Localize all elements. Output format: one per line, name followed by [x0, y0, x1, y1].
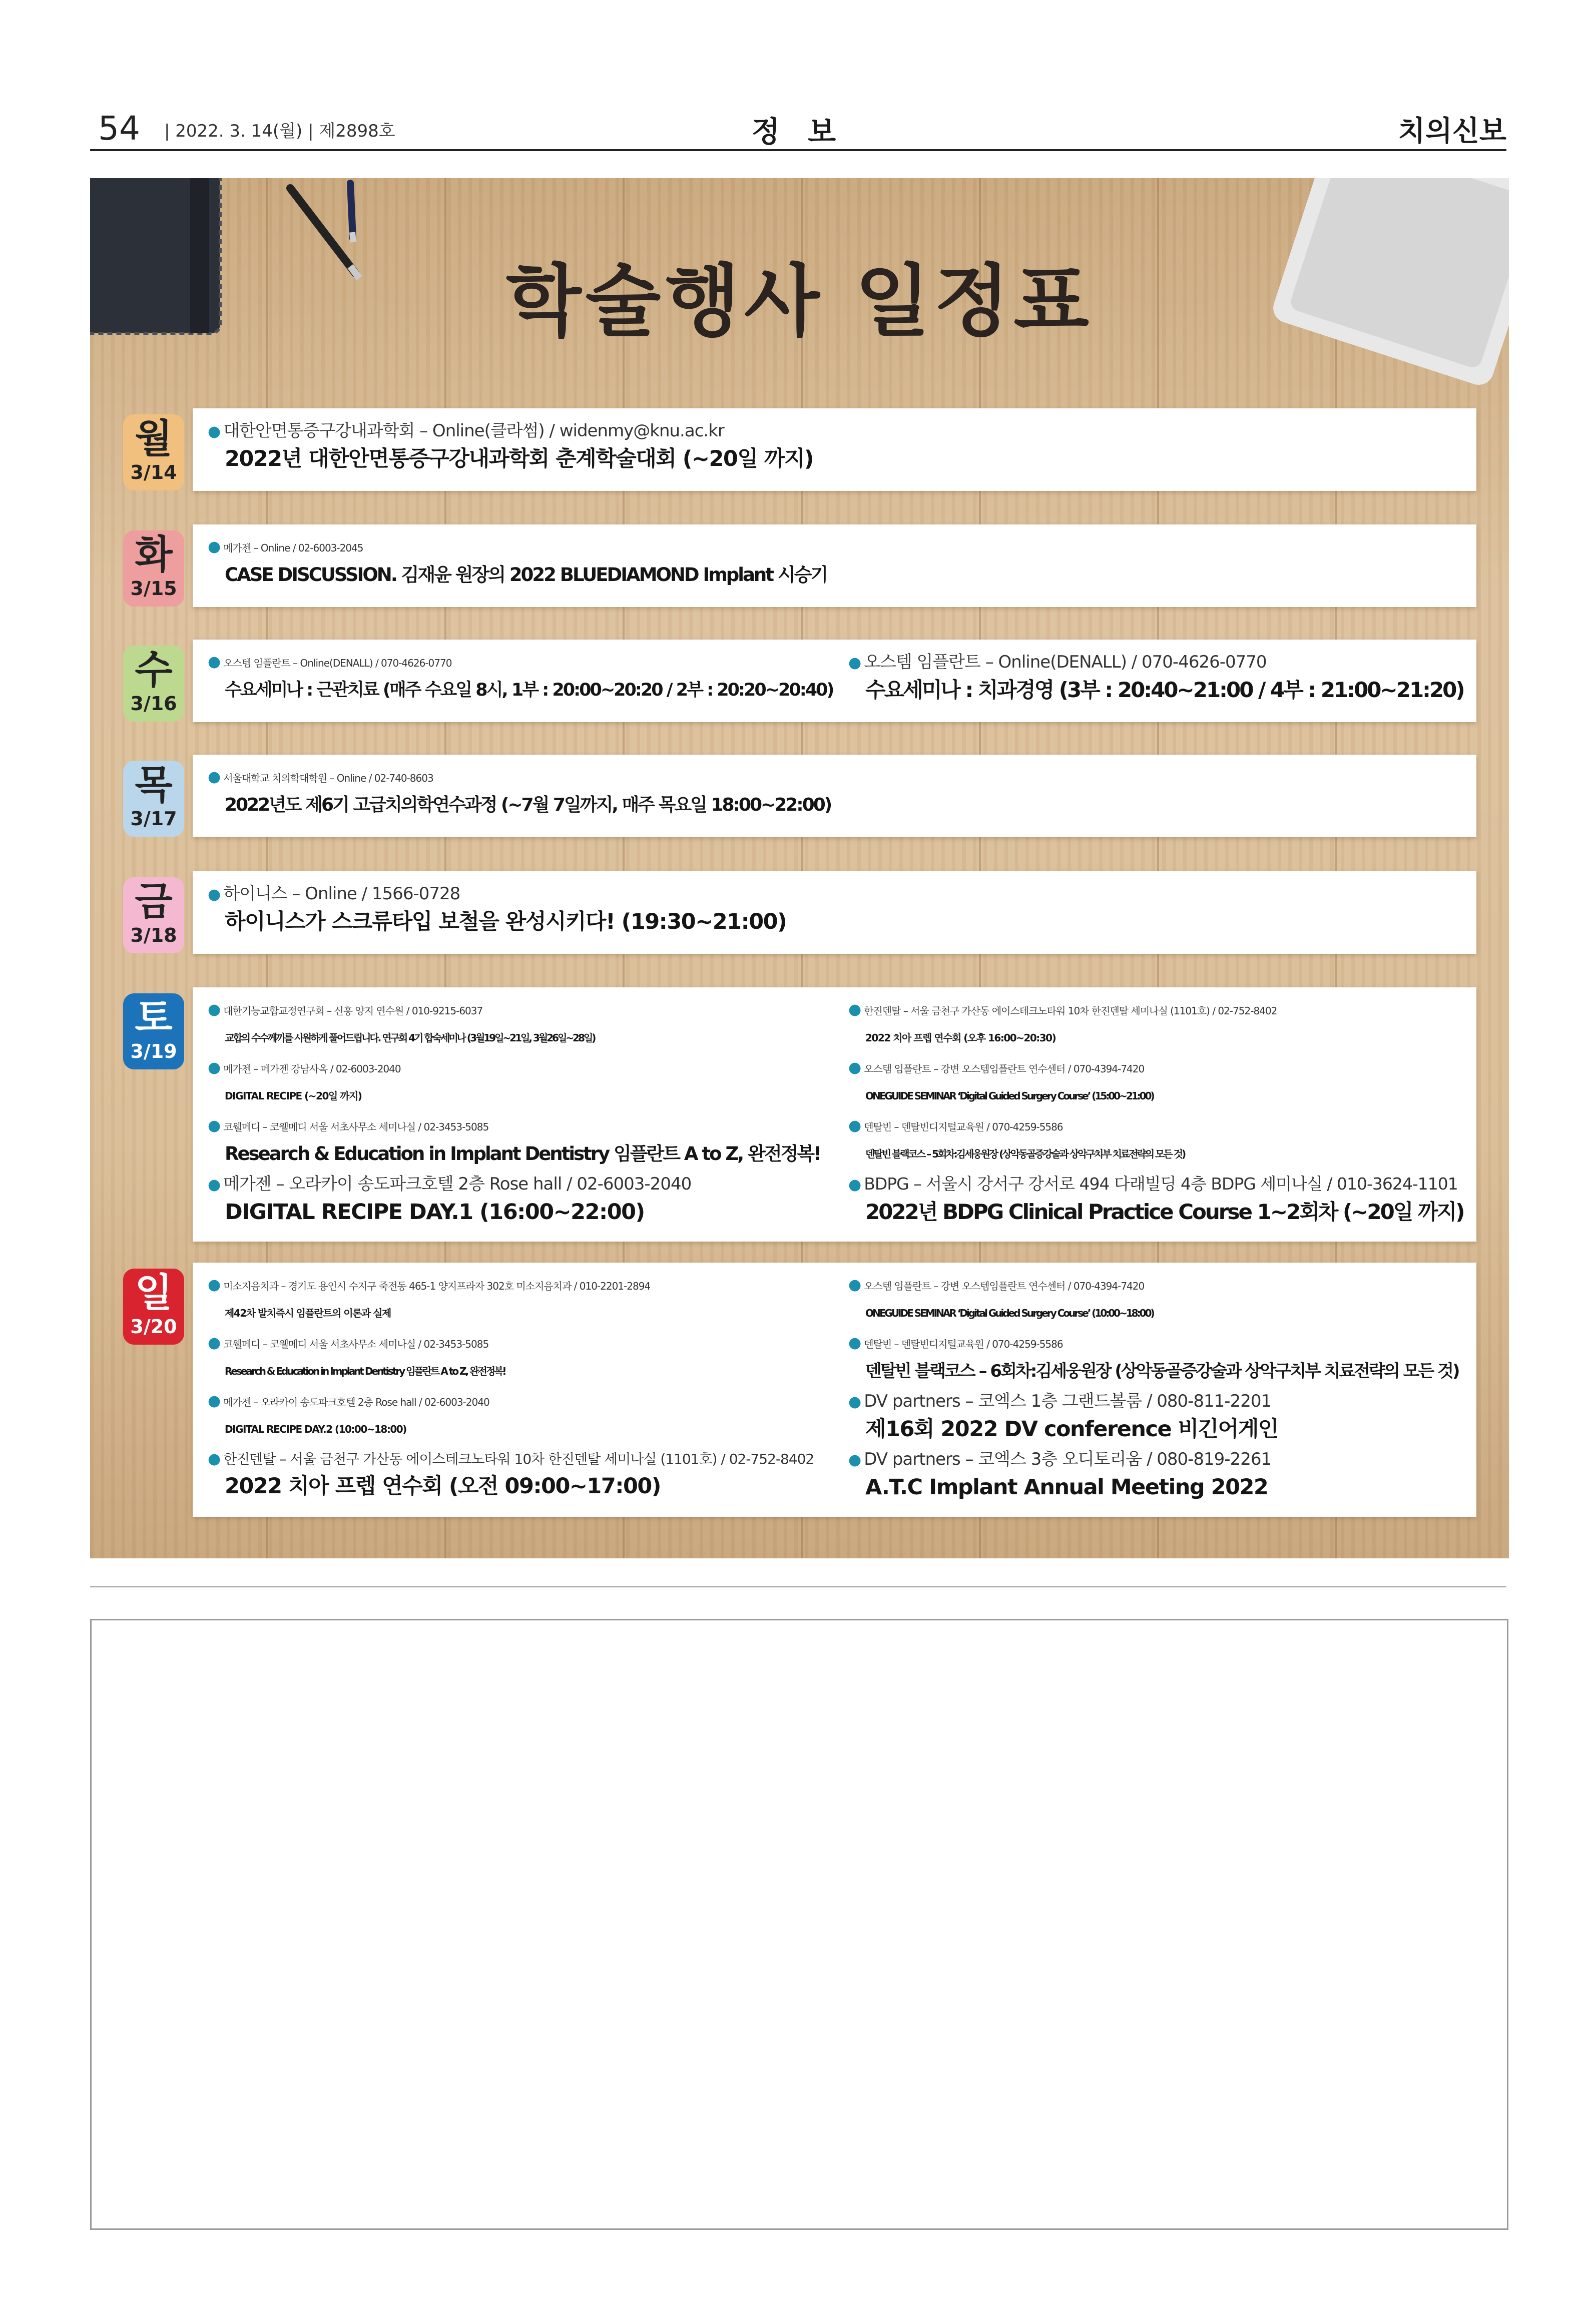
- event-title: 덴탈빈 블랙코스 – 5회차:김세웅원장 (상악동골증강술과 상악구치부 치료전략의 모든 것): [865, 1148, 1185, 1160]
- events-right-column: [848, 650, 1464, 708]
- event-item: [848, 1055, 1463, 1110]
- event-organizer: ● 대한안면통증구강내과학회 – Online(클라썸) / widenmy@knu.ac.kr: [208, 418, 813, 444]
- event-card: [193, 408, 1476, 491]
- day-row: [90, 524, 1509, 607]
- day-label: 월: [135, 416, 173, 461]
- events-right-column: [848, 997, 1463, 1230]
- event-organizer: ● 한진덴탈 – 서울 금천구 가산동 에이스테크노타워 10차 한진덴탈 세미나실 (1101호) / 02-752-8402: [208, 1447, 814, 1472]
- event-organizer: ● 메가젠 – 메가젠 강남사옥 / 02-6003-2040: [208, 1055, 820, 1081]
- event-title: A.T.C Implant Annual Meeting 2022: [865, 1475, 1268, 1500]
- event-item: [848, 1273, 1459, 1328]
- day-row: [90, 640, 1509, 722]
- desk-decoration: [90, 178, 1509, 558]
- schedule-title: 학술행사 일정표: [505, 256, 1094, 347]
- event-item: [848, 650, 1464, 705]
- event-item: [208, 1331, 814, 1386]
- day-label: 목: [135, 763, 173, 808]
- event-organizer: ● 덴탈빈 – 덴탈빈디지털교육원 / 070-4259-5586: [848, 1331, 1459, 1357]
- event-title: 2022년도 제6기 고급치의학연수과정 (~7월 7일까지, 매주 목요일 18:00~22:00): [225, 795, 831, 815]
- event-card: [193, 987, 1476, 1242]
- issue-info: | 2022. 3. 14(월) | 제2898호: [164, 121, 395, 141]
- divider: [90, 1586, 1506, 1587]
- date-label: 3/18: [130, 924, 177, 946]
- event-item: [208, 1273, 814, 1328]
- event-title: ONEGUIDE SEMINAR ‘Digital Guided Surgery Course’ (10:00~18:00): [865, 1307, 1154, 1319]
- date-label: 3/14: [130, 461, 177, 483]
- date-label: 3/16: [130, 693, 177, 715]
- day-badge: [123, 1269, 184, 1345]
- event-title: DIGITAL RECIPE DAY.1 (16:00~22:00): [225, 1200, 645, 1225]
- event-organizer: ● 한진덴탈 – 서울 금천구 가산동 에이스테크노타워 10차 한진덴탈 세미나실 (1101호) / 02-752-8402: [848, 997, 1463, 1023]
- event-card: [193, 1263, 1476, 1517]
- event-title: 2022 치아 프렙 연수회 (오후 16:00~20:30): [865, 1032, 1056, 1044]
- event-organizer: ● 오스템 임플란트 – Online(DENALL) / 070-4626-0770: [848, 650, 1464, 676]
- day-badge: [123, 646, 184, 722]
- page-header: [90, 106, 1506, 149]
- events-right-column: [848, 1273, 1459, 1505]
- event-item: [848, 1389, 1459, 1444]
- event-title: 교합의 수수께끼를 시원하게 풀어드립니다. 연구회 4기 합숙세미나 (3월19일~21일, 3월26일~28일): [225, 1032, 595, 1044]
- event-card: [193, 524, 1476, 607]
- event-title: 2022년 BDPG Clinical Practice Course 1~2회차 (~20일 까지): [865, 1200, 1464, 1224]
- event-organizer: ● 메가젠 – 오라카이 송도파크호텔 2층 Rose hall / 02-6003-2040: [208, 1389, 814, 1415]
- event-title: Research & Education in Implant Dentistry 임플란트 A to Z, 완전정복!: [225, 1365, 505, 1377]
- event-organizer: ● 오스템 임플란트 – 강변 오스템임플란트 연수센터 / 070-4394-7420: [848, 1273, 1459, 1299]
- section-title: 정 보: [751, 115, 845, 149]
- event-item: [848, 1113, 1463, 1169]
- event-item: [208, 1172, 820, 1227]
- event-item: [848, 997, 1463, 1052]
- event-item: [208, 1113, 820, 1169]
- events-left-column: [208, 418, 813, 476]
- events-left-column: [208, 650, 833, 708]
- day-row: [90, 408, 1509, 491]
- event-organizer: ● DV partners – 코엑스 1층 그랜드볼룸 / 080-811-2201: [848, 1389, 1459, 1415]
- date-label: 3/15: [130, 577, 177, 600]
- events-left-column: [208, 997, 820, 1230]
- event-title: 2022년 대한안면통증구강내과학회 춘계학술대회 (~20일 까지): [225, 446, 814, 471]
- event-item: [208, 881, 786, 936]
- date-label: 3/20: [130, 1316, 177, 1338]
- events-left-column: [208, 881, 786, 939]
- day-label: 금: [135, 879, 173, 924]
- date-label: 3/17: [130, 808, 177, 830]
- event-title: DIGITAL RECIPE DAY.2 (10:00~18:00): [225, 1423, 406, 1435]
- events-left-column: [208, 534, 827, 593]
- event-organizer: ● DV partners – 코엑스 3층 오디토리움 / 080-819-2261: [848, 1447, 1459, 1473]
- event-title: DIGITAL RECIPE (~20일 까지): [225, 1090, 362, 1102]
- events-left-column: [208, 765, 831, 823]
- event-item: [208, 534, 827, 590]
- event-item: [208, 418, 813, 473]
- event-title: CASE DISCUSSION. 김재윤 원장의 2022 BLUEDIAMOND Implant 시승기: [225, 564, 827, 586]
- day-badge: [123, 993, 184, 1069]
- blank-ad-space: [90, 1619, 1508, 2230]
- event-title: 하이니스가 스크류타입 보철을 완성시키다! (19:30~21:00): [225, 909, 787, 934]
- event-organizer: ● 서울대학교 치의학대학원 – Online / 02-740-8603: [208, 765, 831, 791]
- event-item: [208, 997, 820, 1052]
- event-organizer: ● 코웰메디 – 코웰메디 서울 서초사무소 세미나실 / 02-3453-5085: [208, 1113, 820, 1139]
- day-row: [90, 755, 1509, 837]
- event-item: [208, 1055, 820, 1110]
- schedule-board: [90, 178, 1509, 1558]
- day-badge: [123, 414, 184, 490]
- day-label: 수: [135, 648, 173, 693]
- event-organizer: ● 하이니스 – Online / 1566-0728: [208, 881, 786, 907]
- event-title: 덴탈빈 블랙코스 – 6회차:김세웅원장 (상악동골증강술과 상악구치부 치료전략의 모든 것): [865, 1361, 1459, 1381]
- event-card: [193, 755, 1476, 837]
- event-organizer: ● 덴탈빈 – 덴탈빈디지털교육원 / 070-4259-5586: [848, 1113, 1463, 1139]
- event-title: 수요세미나 : 치과경영 (3부 : 20:40~21:00 / 4부 : 21:00~21:20): [865, 678, 1464, 702]
- event-item: [208, 650, 833, 705]
- event-item: [848, 1172, 1463, 1227]
- event-card: [193, 640, 1476, 722]
- event-organizer: ● 오스템 임플란트 – Online(DENALL) / 070-4626-0770: [208, 650, 833, 676]
- day-badge: [123, 761, 184, 837]
- day-row: [90, 987, 1509, 1242]
- header-rule: [90, 149, 1506, 151]
- day-label: 화: [135, 532, 173, 577]
- event-title: Research & Education in Implant Dentistry 임플란트 A to Z, 완전정복!: [225, 1143, 820, 1165]
- event-title: 2022 치아 프렙 연수회 (오전 09:00~17:00): [225, 1474, 661, 1499]
- event-organizer: ● 메가젠 – Online / 02-6003-2045: [208, 534, 827, 560]
- event-organizer: ● 코웰메디 – 코웰메디 서울 서초사무소 세미나실 / 02-3453-5085: [208, 1331, 814, 1357]
- events-left-column: [208, 1273, 814, 1504]
- event-title: 수요세미나 : 근관치료 (매주 수요일 8시, 1부 : 20:00~20:20 / 2부 : 20:20~20:40): [225, 680, 833, 700]
- event-title: ONEGUIDE SEMINAR ‘Digital Guided Surgery Course’ (15:00~21:00): [865, 1090, 1154, 1102]
- event-organizer: ● 오스템 임플란트 – 강변 오스템임플란트 연수센터 / 070-4394-7420: [848, 1055, 1463, 1081]
- date-label: 3/19: [130, 1040, 177, 1062]
- event-item: [208, 765, 831, 820]
- page-number: 54: [98, 109, 140, 148]
- event-organizer: ● 미소지음치과 – 경기도 용인시 수지구 죽전동 465-1 양지프라자 302호 미소지음치과 / 010-2201-2894: [208, 1273, 814, 1299]
- event-organizer: ● BDPG – 서울시 강서구 강서로 494 다래빌딩 4층 BDPG 세미나실 / 010-3624-1101: [848, 1172, 1463, 1198]
- event-title: 제42차 발치즉시 임플란트의 이론과 실제: [225, 1307, 391, 1319]
- event-item: [848, 1331, 1459, 1386]
- day-row: [90, 1263, 1509, 1517]
- day-row: [90, 871, 1509, 954]
- event-item: [208, 1447, 814, 1501]
- event-item: [848, 1447, 1459, 1502]
- event-organizer: ● 대한기능교합교정연구회 – 신흥 양지 연수원 / 010-9215-6037: [208, 997, 820, 1023]
- day-badge: [123, 877, 184, 953]
- newspaper-logo: 치의신보: [1398, 115, 1506, 148]
- event-title: 제16회 2022 DV conference 비긴어게인: [865, 1417, 1278, 1442]
- day-label: 일: [135, 1271, 173, 1316]
- event-organizer: ● 메가젠 – 오라카이 송도파크호텔 2층 Rose hall / 02-6003-2040: [208, 1172, 820, 1198]
- day-badge: [123, 530, 184, 607]
- event-item: [208, 1389, 814, 1444]
- day-label: 토: [135, 995, 173, 1040]
- event-card: [193, 871, 1476, 954]
